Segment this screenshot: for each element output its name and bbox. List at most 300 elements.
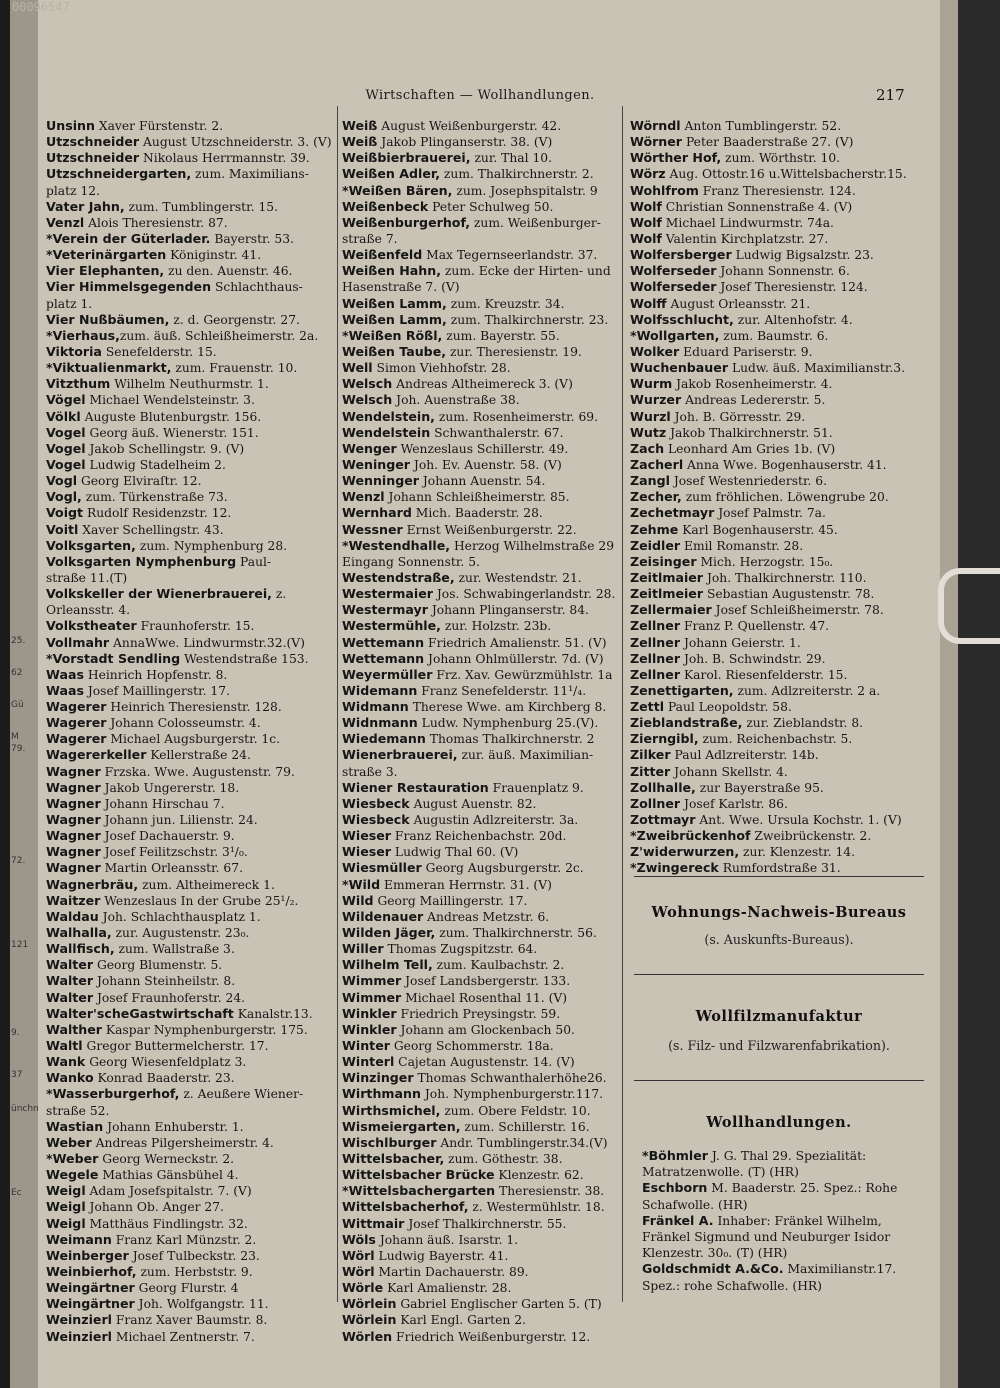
list-item [630,715,926,731]
entry-address: Johann jun. Lilienstr. 24. [100,813,258,828]
entry-address: Andreas Metzstr. 6. [423,909,550,924]
list-item [46,651,334,667]
entry-address: Jakob Rosenheimerstr. 4. [672,377,833,392]
entry-address: zum. Schillerstr. 16. [460,1119,590,1134]
entry-name: *Zweibrückenhof [630,828,751,844]
entry-name: Utzschneider [46,150,140,166]
list-item [46,909,334,925]
list-item [342,1167,626,1183]
entry-address: z. d. Georgenstr. 27. [169,312,300,327]
entry-address: Heinrich Hopfenstr. 8. [83,667,228,682]
entry-name: Zellner [630,666,681,682]
entry-name: Wolferseder [630,279,717,295]
entry-address: Franz Karl Münzstr. 2. [111,1232,257,1247]
entry-name: Walther [46,1021,102,1037]
entry-name: Westermayr [342,602,428,618]
entry-address: Schlachthaus- [211,280,303,295]
entry-name: Wismeiergarten, [342,1118,461,1134]
section-rule [634,1080,924,1081]
entry-name: Wutz [630,424,667,440]
entry-address: Wenzeslaus In der Grube 25¹/₂. [100,893,299,908]
entry-address: zum. Ecke der Hirten- und [441,264,611,279]
entry-address: z. [271,587,287,602]
list-item [630,635,926,651]
entry-name: Wilhelm Tell, [342,957,433,973]
list-item [46,1232,334,1248]
list-item [630,134,926,150]
list-item [342,1151,626,1167]
entry-name: Widnmann [342,715,418,731]
entry-address: J. G. Thal 29. Spezialität: [708,1149,867,1163]
entry-address: Mich. Herzogstr. 15₀. [696,554,834,569]
entry-name: Volksgarten, [46,537,136,553]
entry-address: Thomas Zugspitzstr. 64. [383,942,538,957]
entry-name: Wernhard [342,505,412,521]
list-item [630,215,926,231]
entry-name: Wild [342,892,374,908]
list-item [630,618,926,634]
entry-name: Weiß [342,134,378,150]
entry-name: Wörz [630,166,666,182]
list-item [630,344,926,360]
entry-address: Matthäus Findlingstr. 32. [85,1216,248,1231]
entry-name: Utzschneider [46,134,140,150]
entry-name: Volksgarten Nymphenburg [46,553,237,569]
entry-name: Waltl [46,1038,83,1054]
list-item [642,1213,926,1229]
section-title-wollhandlungen: Wollhandlungen. [706,1114,852,1131]
entry-name: *Wasserburgerhof, [46,1086,180,1102]
entry-address: Adam Josefspitalstr. 7. (V) [85,1184,252,1199]
entry-name: Wittelsbacher Brücke [342,1167,495,1183]
entry-name: Wegele [46,1167,99,1183]
entry-address: Jakob Plinganserstr. 38. (V) [377,135,553,150]
list-item [46,973,334,989]
entry-address: Peter Baaderstraße 27. (V) [682,135,854,150]
list-item [46,1054,334,1070]
list-item [342,1232,626,1248]
column-2 [342,118,626,1345]
list-item [642,1278,926,1294]
list-item [342,796,626,812]
entry-name: *Weber [46,1151,99,1166]
entry-address: zum fröhlichen. Löwengrube 20. [681,490,889,505]
entry-name: Zangl [630,473,670,489]
section-sub-wollfilz: (s. Filz- und Filzwarenfabrikation). [668,1038,890,1053]
entry-name: Wagner [46,844,101,860]
list-item [630,312,926,328]
list-item [342,134,626,150]
list-item [630,683,926,699]
entry-address: zum. Rosenheimerstr. 69. [434,409,599,424]
entry-name: Wirthmann [342,1086,421,1102]
entry-name: Zellner [630,618,681,634]
column-rule-left [337,106,338,1302]
list-item [342,376,626,392]
entry-address: Michael Rosenthal 11. (V) [401,990,568,1005]
entry-name: Wolf [630,198,662,214]
entry-address: Simon Viehhofstr. 28. [372,361,511,376]
list-item [46,586,334,602]
list-item [342,489,626,505]
entry-name: Wenger [342,440,397,456]
entry-address: zum. Wörthstr. 10. [721,151,841,166]
list-item [342,1296,626,1312]
entry-address: zum. Göthestr. 38. [444,1152,563,1166]
entry-address: Westendstraße 153. [180,651,309,666]
entry-name: Wörther Hof, [630,150,722,166]
list-item [630,199,926,215]
margin-mark: 121 [11,940,29,950]
entry-address: straße 11.(T) [46,570,128,585]
entry-name: Weinzierl [46,1328,112,1344]
entry-name: Wörle [342,1280,384,1296]
entry-name: Weinbierhof, [46,1263,137,1279]
entry-address: Josef Thalkirchnerstr. 55. [404,1216,567,1231]
list-item [46,635,334,651]
entry-name: Widmann [342,699,409,715]
list-item [630,392,926,408]
entry-address: Michael Zentnerstr. 7. [111,1329,255,1344]
list-item [46,425,334,441]
entry-name: Zehme [630,521,679,537]
entry-address: August Weißenburgerstr. 42. [377,119,562,133]
entry-name: Wohlfrom [630,182,699,198]
entry-name: Weißenbeck [342,198,429,214]
entry-name: Viktoria [46,343,102,359]
scan-id: 00096547 [12,0,70,14]
entry-name: Wiener Restauration [342,779,489,795]
list-item [342,1248,626,1264]
entry-name: Wagererkeller [46,747,147,763]
entry-address: Leonhard Am Gries 1b. (V) [664,441,836,456]
entry-name: Wessner [342,521,403,537]
entry-name: Utzschneidergarten, [46,166,192,182]
entry-name: Vater Jahn, [46,198,125,214]
entry-name: Westermühle, [342,618,441,634]
margin-mark: M [11,732,19,742]
entry-address: Gabriel Englischer Garten 5. (T) [396,1297,602,1312]
page-binding-edge [10,0,38,1388]
entry-name: Zacherl [630,456,684,472]
entry-address: August Auenstr. 82. [409,796,537,811]
list-item [630,699,926,715]
entry-name: Widemann [342,682,418,698]
entry-address: Kaspar Nymphenburgerstr. 175. [102,1022,308,1037]
entry-address: Augustin Adlzreiterstr. 3a. [409,813,579,828]
list-item [342,925,626,941]
list-item [630,586,926,602]
entry-name: Wolf [630,230,662,246]
entry-address: Franz Reichenbachstr. 20d. [391,829,567,844]
entry-name: Walhalla, [46,925,112,941]
entry-address: Klenzestr. 62. [494,1168,584,1183]
entry-address: Thomas Schwanthalerhöhe26. [413,1071,607,1086]
list-item [630,150,926,166]
entry-name: Weißbierbrauerei, [342,150,471,166]
list-item [342,973,626,989]
entry-address: Karl Bogenhauserstr. 45. [678,522,838,537]
entry-address: zum. Tumblingerstr. 15. [124,199,279,214]
list-item [642,1148,926,1164]
entry-name: Wörner [630,134,683,150]
entry-address: Georg Elviraſtr. 12. [77,474,202,489]
list-item [642,1197,926,1213]
entry-name: Willer [342,941,384,957]
entry-address: z. Westermühlstr. 18. [468,1200,605,1215]
entry-address: Königinstr. 41. [166,248,262,263]
list-item [46,1086,334,1102]
entry-name: *Weißen Rößl, [342,327,443,343]
list-item [342,570,626,586]
list-item [46,1038,334,1054]
list-item [46,1296,334,1312]
entry-address: Joh. Nymphenburgerstr.117. [420,1087,604,1102]
entry-name: Wieser [342,844,391,860]
entry-address: zum. Bayerstr. 55. [442,328,560,343]
list-item [46,747,334,763]
entry-address: Senefelderstr. 15. [101,344,217,359]
list-item [46,328,334,344]
entry-name: Zach [630,440,665,456]
entry-address: Johann Enhuberstr. 1. [103,1119,244,1134]
list-item [630,522,926,538]
list-item [342,312,626,328]
entry-address: Johann Ohlmüllerstr. 7d. (V) [424,651,604,666]
entry-address: Georg Blumenstr. 5. [93,958,223,973]
entry-name: Zitter [630,763,671,779]
list-item [630,505,926,521]
entry-name: Wagerer [46,731,107,747]
entry-address: Paul- [236,554,272,569]
entry-address: Kellerstraße 24. [146,748,251,763]
list-item [342,296,626,312]
entry-address: zum. Maximilians- [191,167,309,182]
list-item [46,554,334,570]
list-item [46,877,334,893]
list-item [46,118,334,134]
entry-name: Wallfisch, [46,941,115,957]
entry-address: Anna Wwe. Bogenhauserstr. 41. [683,457,887,472]
list-item [342,618,626,634]
list-item [342,392,626,408]
entry-address: Georg Werneckstr. 2. [98,1152,235,1166]
list-item [342,1183,626,1199]
list-item [46,441,334,457]
entry-name: Westermaier [342,586,433,602]
entry-address: Fränkel Sigmund und Neuburger Isidor [642,1230,891,1245]
entry-address: Johann Plinganserstr. 84. [427,603,589,618]
entry-name: Zottmayr [630,812,696,828]
entry-name: Winkler [342,1005,397,1021]
list-item [46,1329,334,1345]
entry-address: Georg Wiesenfeldplatz 3. [85,1055,247,1070]
entry-address: Andreas Ledererstr. 5. [681,393,826,408]
entry-name: Walter [46,957,94,973]
entry-name: *Wollgarten, [630,327,720,343]
list-item [46,860,334,876]
entry-name: Weingärtner [46,1280,135,1296]
list-item [46,279,334,295]
list-item [46,457,334,473]
list-item [46,618,334,634]
list-item [630,118,926,134]
entry-name: Weißenfeld [342,247,423,263]
entry-name: Weninger [342,456,410,472]
entry-name: *Vorstadt Sendling [46,650,181,666]
list-item [46,344,334,360]
list-item [630,747,926,763]
scan-background-right [958,0,1000,1388]
entry-address: straße 52. [46,1103,110,1118]
list-item [342,150,626,166]
list-item [342,893,626,909]
list-item [342,183,626,199]
entry-address: Jakob Schellingstr. 9. (V) [85,441,245,456]
entry-address: Andreas Pilgersheimerstr. 4. [91,1135,274,1150]
entry-address: Frauenplatz 9. [488,780,584,795]
section-title-wollfilz: Wollfilzmanufaktur [695,1008,863,1025]
list-item [630,247,926,263]
list-item [46,1216,334,1232]
list-item [642,1180,926,1196]
entry-name: Vitzthum [46,376,111,392]
entry-address: Martin Orleansstr. 67. [100,861,243,876]
entry-name: Weißenburgerhof, [342,214,471,230]
entry-name: Wiedemann [342,731,426,747]
entry-name: Wendelstein, [342,408,435,424]
entry-name: Zierngibl, [630,731,699,747]
list-item [46,522,334,538]
entry-name: Voitl [46,521,79,537]
list-item [46,312,334,328]
list-item [46,570,334,586]
list-item [342,877,626,893]
wollhandlungen-list [642,1148,926,1294]
entry-address: Joh. Schlachthausplatz 1. [98,909,261,924]
entry-address: Ernst Weißenburgerstr. 22. [402,522,577,537]
list-item [46,1312,334,1328]
entry-address: Friedrich Weißenburgerstr. 12. [392,1329,591,1344]
entry-address: Ludwig Stadelheim 2. [85,457,226,472]
entry-address: Johann Sonnenstr. 6. [716,264,850,279]
section-rule [634,876,924,877]
list-item [630,667,926,683]
list-item [46,183,334,199]
list-item [342,828,626,844]
entry-address: Wenzeslaus Schillerstr. 49. [396,441,569,456]
entry-address: Georg Flurstr. 4 [134,1281,239,1296]
entry-name: Volkstheater [46,618,137,634]
entry-address: Michael Lindwurmstr. 74a. [661,215,834,230]
list-item [46,231,334,247]
entry-name: Wörndl [630,118,681,133]
list-item [342,425,626,441]
list-item [342,844,626,860]
entry-name: Wörl [342,1263,375,1279]
entry-name: Vogl, [46,489,82,505]
list-item [342,812,626,828]
list-item [630,231,926,247]
entry-name: Walter [46,973,94,989]
entry-address: Johann Ob. Anger 27. [85,1200,224,1215]
page-number: 217 [876,86,905,104]
entry-name: Wirthsmichel, [342,1102,441,1118]
list-item [46,812,334,828]
list-item [46,764,334,780]
list-item [630,376,926,392]
entry-address: zum. Kreuzstr. 34. [446,296,565,311]
margin-mark: Gü [11,700,24,710]
entry-address: Theresienstr. 38. [495,1184,605,1199]
entry-name: *Westendhalle, [342,537,451,553]
list-item [46,1119,334,1135]
entry-address: Ant. Wwe. Ursula Kochstr. 1. (V) [695,813,902,828]
list-item [46,844,334,860]
list-item [630,570,926,586]
list-item [46,990,334,1006]
entry-address: Paul Leopoldstr. 58. [664,700,792,715]
list-item [46,699,334,715]
list-item [342,747,626,763]
list-item [342,780,626,796]
entry-address: Bayerstr. 53. [210,231,294,246]
entry-address: Michael Augsburgerstr. 1c. [106,732,281,747]
entry-address: Anton Tumblingerstr. 52. [680,119,842,133]
list-item [342,941,626,957]
entry-name: Zollner [630,795,681,811]
list-item [342,667,626,683]
entry-name: Völkl [46,408,81,424]
list-item [46,296,334,312]
entry-name: Zettl [630,699,665,715]
entry-name: Zellermaier [630,602,712,618]
list-item [342,990,626,1006]
list-item [342,263,626,279]
list-item [630,844,926,860]
list-item [342,247,626,263]
list-item [630,328,926,344]
list-item [630,166,926,182]
entry-name: Wimmer [342,989,402,1005]
entry-name: Wagerer [46,699,107,715]
entry-address: zum. Nymphenburg 28. [135,538,288,553]
list-item [46,215,334,231]
list-item [46,796,334,812]
list-item [342,715,626,731]
entry-address: Karol. Riesenfelderstr. 15. [680,667,848,682]
entry-address: Joh. Auenstraße 38. [392,393,520,408]
entry-address: Friedrich Amalienstr. 51. (V) [424,635,607,650]
list-item [46,731,334,747]
list-item [46,602,334,618]
entry-address: M. Baaderstr. 25. Spez.: Rohe [707,1181,898,1196]
entry-name: Fränkel A. [642,1212,714,1228]
entry-address: zur. Altenhofstr. 4. [733,312,853,327]
entry-name: Weimann [46,1231,112,1247]
entry-name: *Wild [342,876,381,892]
entry-name: Weißen Taube, [342,343,447,359]
list-item [46,1280,334,1296]
list-item [342,522,626,538]
entry-address: Schwanthalerstr. 67. [430,425,564,440]
entry-name: Winkler [342,1021,397,1037]
entry-name: Vollmahr [46,634,110,650]
entry-address: zum. Thalkirchnerstr. 23. [446,312,609,327]
list-item [630,296,926,312]
list-item [342,909,626,925]
list-item [46,828,334,844]
